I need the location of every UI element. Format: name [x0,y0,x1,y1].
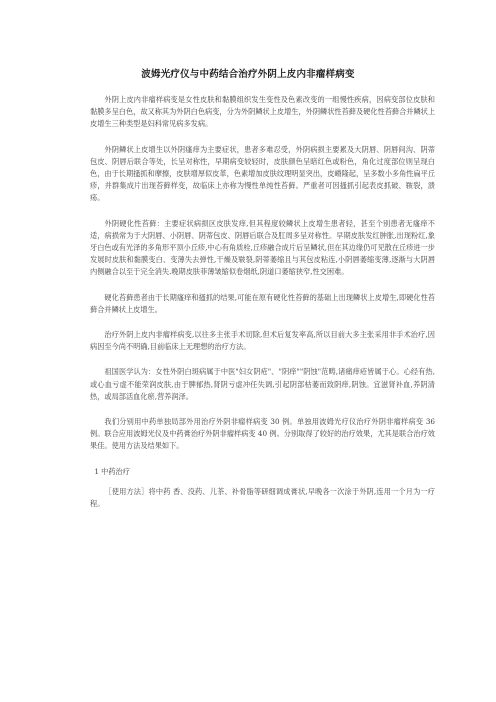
document-title: 波姆光疗仪与中药结合治疗外阴上皮内非瘤样病变 [141,69,355,80]
paragraph-squamous-hyperplasia: 外阴鳞状上皮增生以外阴瘙痒为主要症状，患者多难忍受，外阴病损主要累及大阴唇、阴唇间沟、阴蒂包皮、阴唇后联合等处，长呈对称性，早期病变较轻时，皮肤颜色呈暗红色或粉色，角化过度部位则呈现白色，由于长期搔抓和摩擦，皮肤增厚似皮革，色素增加皮肤纹理明显突出，皮嵴隆起，呈多数小多角性扁平丘疹，并群集成片出现苔藓样变，故临床上亦称为慢性单纯性苔藓。严重者可因搔抓引起表皮抓破、皲裂，溃疡。 [90,144,436,203]
paragraph-lichen-sclerosus: 外阴硬化性苔藓：主要症状病损区皮肤发痒,但其程度较鳞状上皮增生患者轻，甚至个别患者无瘙痒不适，病损常为于大阴唇、小阴唇、阴蒂包皮、阴唇后联合及肛周多呈对称性。早期皮肤发红肿胀,出现粉红,象牙白色或有光泽的多角形平顶小丘疹,中心有角质栓,丘疹融合成片后呈鳞状,但在其边缘仍可见散在丘疹进一步发展时皮肤和黏膜变白、变薄失去弹性,干燥及皲裂,阴蒂萎缩且与其包皮粘连,小阴唇萎缩变薄,逐渐与大阴唇内侧融合以至于完全消失.晚期皮肤菲薄皱缩似卷烟纸,阴道口萎缩狭窄,性交困难。 [90,218,435,277]
paragraph-tcm-theory: 祖国医学认为：女性外阴白斑病属于中医"妇女阴疮"、"阴痒""阴蚀"范畴,诸痛痒疮皆属于心。心经有热,或心血亏虚不能荣润皮肤,由于脾郁热,肾阴亏虚冲任失调,引起阴部枯萎而致阴痒,阴蚀。宜滋肾补血,养阴清热，或局部活血化瘀,营养润泽。 [90,367,435,401]
document-body [90,94,435,523]
paragraph-intro: 外阴上皮内非瘤样病变是女性皮肤和黏膜组织发生变性及色素改变的一组慢性疾病，因病变部位皮肤和黏膜多呈白色，故又称其为外阴白色病变，分为外阴鳞状上皮增生，外阴鳞状性苔藓及硬化性苔藓合并鳞状上皮增生三种类型是妇科常见病多发病。 [90,95,436,129]
paragraph-usage-method: ［使用方法］将中药 香、没药、儿茶、补骨脂等研细调成膏状,早晚各一次涂于外阴,连用一个月为一疗程。 [90,486,435,508]
section-heading-tcm: 1 中药治疗 [94,466,130,476]
paragraph-treatment: 治疗外阴上皮内非瘤样病变,以往多主张手术切除,但术后复发率高,所以目前大多主张采用非手术治疗,因病因至今尚不明确,目前临床上无理想的治疗方法。 [90,330,435,352]
paragraph-study-summary: 我们分别用中药单独局部外用治疗外阴非瘤样病变 30 例。单独用波姆光疗仪治疗外阴非瘤样病变 36 例。联合应用波姆光仪及中药膏治疗外阴非瘤样病变 40 例。分别取得了较好的治疗效果，尤其是联合治疗效果佳。使用方法及结果如下。 [90,417,435,451]
paragraph-mixed-type: 硬化苔藓患者由于长期瘙痒和搔抓的结果,可能在原有硬化性苔藓的基础上出现鳞状上皮增生,即硬化性苔藓合并鳞状上皮增生。 [90,292,435,314]
